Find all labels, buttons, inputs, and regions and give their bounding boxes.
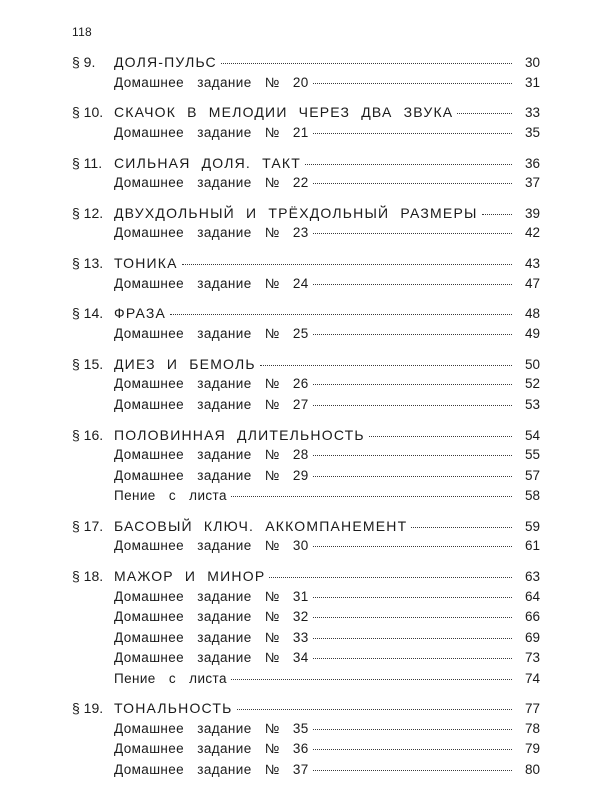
page-ref: 66 xyxy=(524,609,540,625)
section-number: § 19. xyxy=(72,700,104,717)
page-ref: 58 xyxy=(524,488,540,504)
page-ref: 52 xyxy=(524,376,540,392)
section-number: § 11. xyxy=(72,154,103,171)
dot-leader xyxy=(231,679,512,680)
page-ref: 69 xyxy=(524,629,540,645)
toc-entry[interactable] xyxy=(72,102,540,123)
toc-entry[interactable] xyxy=(72,203,540,224)
toc-section xyxy=(72,52,540,93)
dot-leader xyxy=(313,233,512,234)
page-ref: 77 xyxy=(524,701,540,717)
page-ref: 59 xyxy=(524,518,540,534)
dot-leader xyxy=(237,709,512,710)
page-ref: 39 xyxy=(524,205,540,221)
page-ref: 35 xyxy=(524,124,540,140)
subentry-title: Пение с листа xyxy=(114,670,227,686)
toc-entry[interactable] xyxy=(72,698,540,719)
toc-entry[interactable] xyxy=(72,566,540,587)
section-title: СИЛЬНАЯ ДОЛЯ. ТАКТ xyxy=(114,154,302,171)
toc-section xyxy=(72,153,540,194)
subentry-title: Домашнее задание № 29 xyxy=(114,467,309,483)
toc-subentry[interactable] xyxy=(72,486,540,507)
page-number: 118 xyxy=(72,25,93,39)
toc-subentry[interactable] xyxy=(72,669,540,690)
dot-leader xyxy=(313,405,512,406)
dot-leader xyxy=(369,436,512,437)
toc-entry[interactable] xyxy=(72,153,540,174)
subentry-title: Домашнее задание № 23 xyxy=(114,225,309,241)
page-ref: 36 xyxy=(524,155,540,171)
dot-leader xyxy=(305,164,512,165)
dot-leader xyxy=(313,638,512,639)
subentry-title: Домашнее задание № 31 xyxy=(114,588,309,604)
section-title: ДВУХДОЛЬНЫЙ И ТРЁХДОЛЬНЫЙ РАЗМЕРЫ xyxy=(114,204,478,221)
dot-leader xyxy=(313,384,512,385)
section-number: § 18. xyxy=(72,568,104,585)
dot-leader xyxy=(313,133,512,134)
dot-leader xyxy=(313,183,512,184)
dot-leader xyxy=(313,658,512,659)
dot-leader xyxy=(313,284,512,285)
dot-leader xyxy=(482,214,512,215)
dot-leader xyxy=(313,617,512,618)
toc-subentry[interactable] xyxy=(72,466,540,487)
dot-leader xyxy=(457,113,512,114)
dot-leader xyxy=(231,496,512,497)
subentry-title: Пение с листа xyxy=(114,488,227,504)
toc-subentry[interactable] xyxy=(72,374,540,395)
page-ref: 53 xyxy=(524,396,540,412)
page-ref: 57 xyxy=(524,467,540,483)
toc-subentry[interactable] xyxy=(72,607,540,628)
dot-leader xyxy=(313,455,512,456)
section-number: § 13. xyxy=(72,255,104,272)
page-ref: 54 xyxy=(524,427,540,443)
toc-entry[interactable] xyxy=(72,425,540,446)
page-ref: 47 xyxy=(524,275,540,291)
page-ref: 64 xyxy=(524,588,540,604)
subentry-title: Домашнее задание № 25 xyxy=(114,325,309,341)
dot-leader xyxy=(313,476,512,477)
toc-subentry[interactable] xyxy=(72,445,540,466)
section-title: СКАЧОК В МЕЛОДИИ ЧЕРЕЗ ДВА ЗВУКА xyxy=(114,104,454,121)
toc-subentry[interactable] xyxy=(72,648,540,669)
page-ref: 73 xyxy=(524,650,540,666)
page-ref: 33 xyxy=(524,105,540,121)
subentry-title: Домашнее задание № 36 xyxy=(114,741,309,757)
page-ref: 50 xyxy=(524,356,540,372)
dot-leader xyxy=(313,334,512,335)
subentry-title: Домашнее задание № 26 xyxy=(114,376,309,392)
toc-section xyxy=(72,203,540,244)
toc-subentry[interactable] xyxy=(72,73,540,94)
toc-entry[interactable] xyxy=(72,516,540,537)
section-number: § 9. xyxy=(72,54,96,70)
toc-entry[interactable] xyxy=(72,253,540,274)
dot-leader xyxy=(313,729,512,730)
section-number: § 15. xyxy=(72,355,104,372)
toc-subentry[interactable] xyxy=(72,719,540,740)
page-ref: 63 xyxy=(524,569,540,585)
dot-leader xyxy=(313,770,512,771)
dot-leader xyxy=(411,527,512,528)
toc-entry[interactable] xyxy=(72,52,540,73)
section-number: § 10. xyxy=(72,104,104,121)
section-number: § 16. xyxy=(72,426,104,443)
toc-section xyxy=(72,253,540,294)
section-title: ТОНИКА xyxy=(114,255,178,272)
toc-section xyxy=(72,354,540,416)
toc-subentry[interactable] xyxy=(72,223,540,244)
dot-leader xyxy=(260,365,512,366)
page-ref: 78 xyxy=(524,720,540,736)
toc-section xyxy=(72,566,540,689)
subentry-title: Домашнее задание № 22 xyxy=(114,175,309,191)
page-ref: 80 xyxy=(524,761,540,777)
section-title: ДОЛЯ-ПУЛЬС xyxy=(114,54,217,70)
table-of-contents xyxy=(72,52,540,790)
section-title: ПОЛОВИННАЯ ДЛИТЕЛЬНОСТЬ xyxy=(114,426,365,443)
dot-leader xyxy=(182,264,512,265)
section-number: § 14. xyxy=(72,305,104,322)
dot-leader xyxy=(313,546,512,547)
toc-subentry[interactable] xyxy=(72,395,540,416)
subentry-title: Домашнее задание № 24 xyxy=(114,275,309,291)
subentry-title: Домашнее задание № 32 xyxy=(114,609,309,625)
page-ref: 55 xyxy=(524,447,540,463)
dot-leader xyxy=(221,63,512,64)
toc-subentry[interactable] xyxy=(72,536,540,557)
dot-leader xyxy=(313,83,512,84)
toc-subentry[interactable] xyxy=(72,587,540,608)
section-title: МАЖОР И МИНОР xyxy=(114,568,266,585)
dot-leader xyxy=(170,314,512,315)
page-ref: 49 xyxy=(524,325,540,341)
page-ref: 31 xyxy=(524,74,540,90)
toc-subentry[interactable] xyxy=(72,760,540,781)
section-title: ФРАЗА xyxy=(114,305,167,322)
toc-entry[interactable] xyxy=(72,303,540,324)
section-title: ТОНАЛЬНОСТЬ xyxy=(114,700,233,717)
subentry-title: Домашнее задание № 37 xyxy=(114,761,309,777)
subentry-title: Домашнее задание № 28 xyxy=(114,447,309,463)
toc-entry[interactable] xyxy=(72,354,540,375)
page-ref: 43 xyxy=(524,256,540,272)
page-ref: 79 xyxy=(524,741,540,757)
page-ref: 61 xyxy=(524,538,540,554)
page-ref: 74 xyxy=(524,670,540,686)
toc-section xyxy=(72,102,540,143)
toc-subentry[interactable] xyxy=(72,123,540,144)
subentry-title: Домашнее задание № 35 xyxy=(114,720,309,736)
section-number: § 17. xyxy=(72,517,104,534)
toc-subentry[interactable] xyxy=(72,274,540,295)
page-ref: 30 xyxy=(524,55,540,70)
page-ref: 48 xyxy=(524,306,540,322)
toc-section xyxy=(72,698,540,780)
dot-leader xyxy=(269,577,512,578)
section-title: БАСОВЫЙ КЛЮЧ. АККОМПАНЕМЕНТ xyxy=(114,517,408,534)
subentry-title: Домашнее задание № 33 xyxy=(114,629,309,645)
dot-leader xyxy=(313,597,512,598)
subentry-title: Домашнее задание № 27 xyxy=(114,396,309,412)
toc-subentry[interactable] xyxy=(72,173,540,194)
section-title: ДИЕЗ И БЕМОЛЬ xyxy=(114,355,256,372)
subentry-title: Домашнее задание № 21 xyxy=(114,124,309,140)
section-number: § 12. xyxy=(72,204,104,221)
toc-section xyxy=(72,425,540,507)
subentry-title: Домашнее задание № 34 xyxy=(114,650,309,666)
page-ref: 37 xyxy=(524,175,540,191)
subentry-title: Домашнее задание № 30 xyxy=(114,538,309,554)
toc-section xyxy=(72,303,540,344)
toc-subentry[interactable] xyxy=(72,324,540,345)
toc-subentry[interactable] xyxy=(72,628,540,649)
page-ref: 42 xyxy=(524,225,540,241)
toc-section xyxy=(72,516,540,557)
subentry-title: Домашнее задание № 20 xyxy=(114,74,309,90)
